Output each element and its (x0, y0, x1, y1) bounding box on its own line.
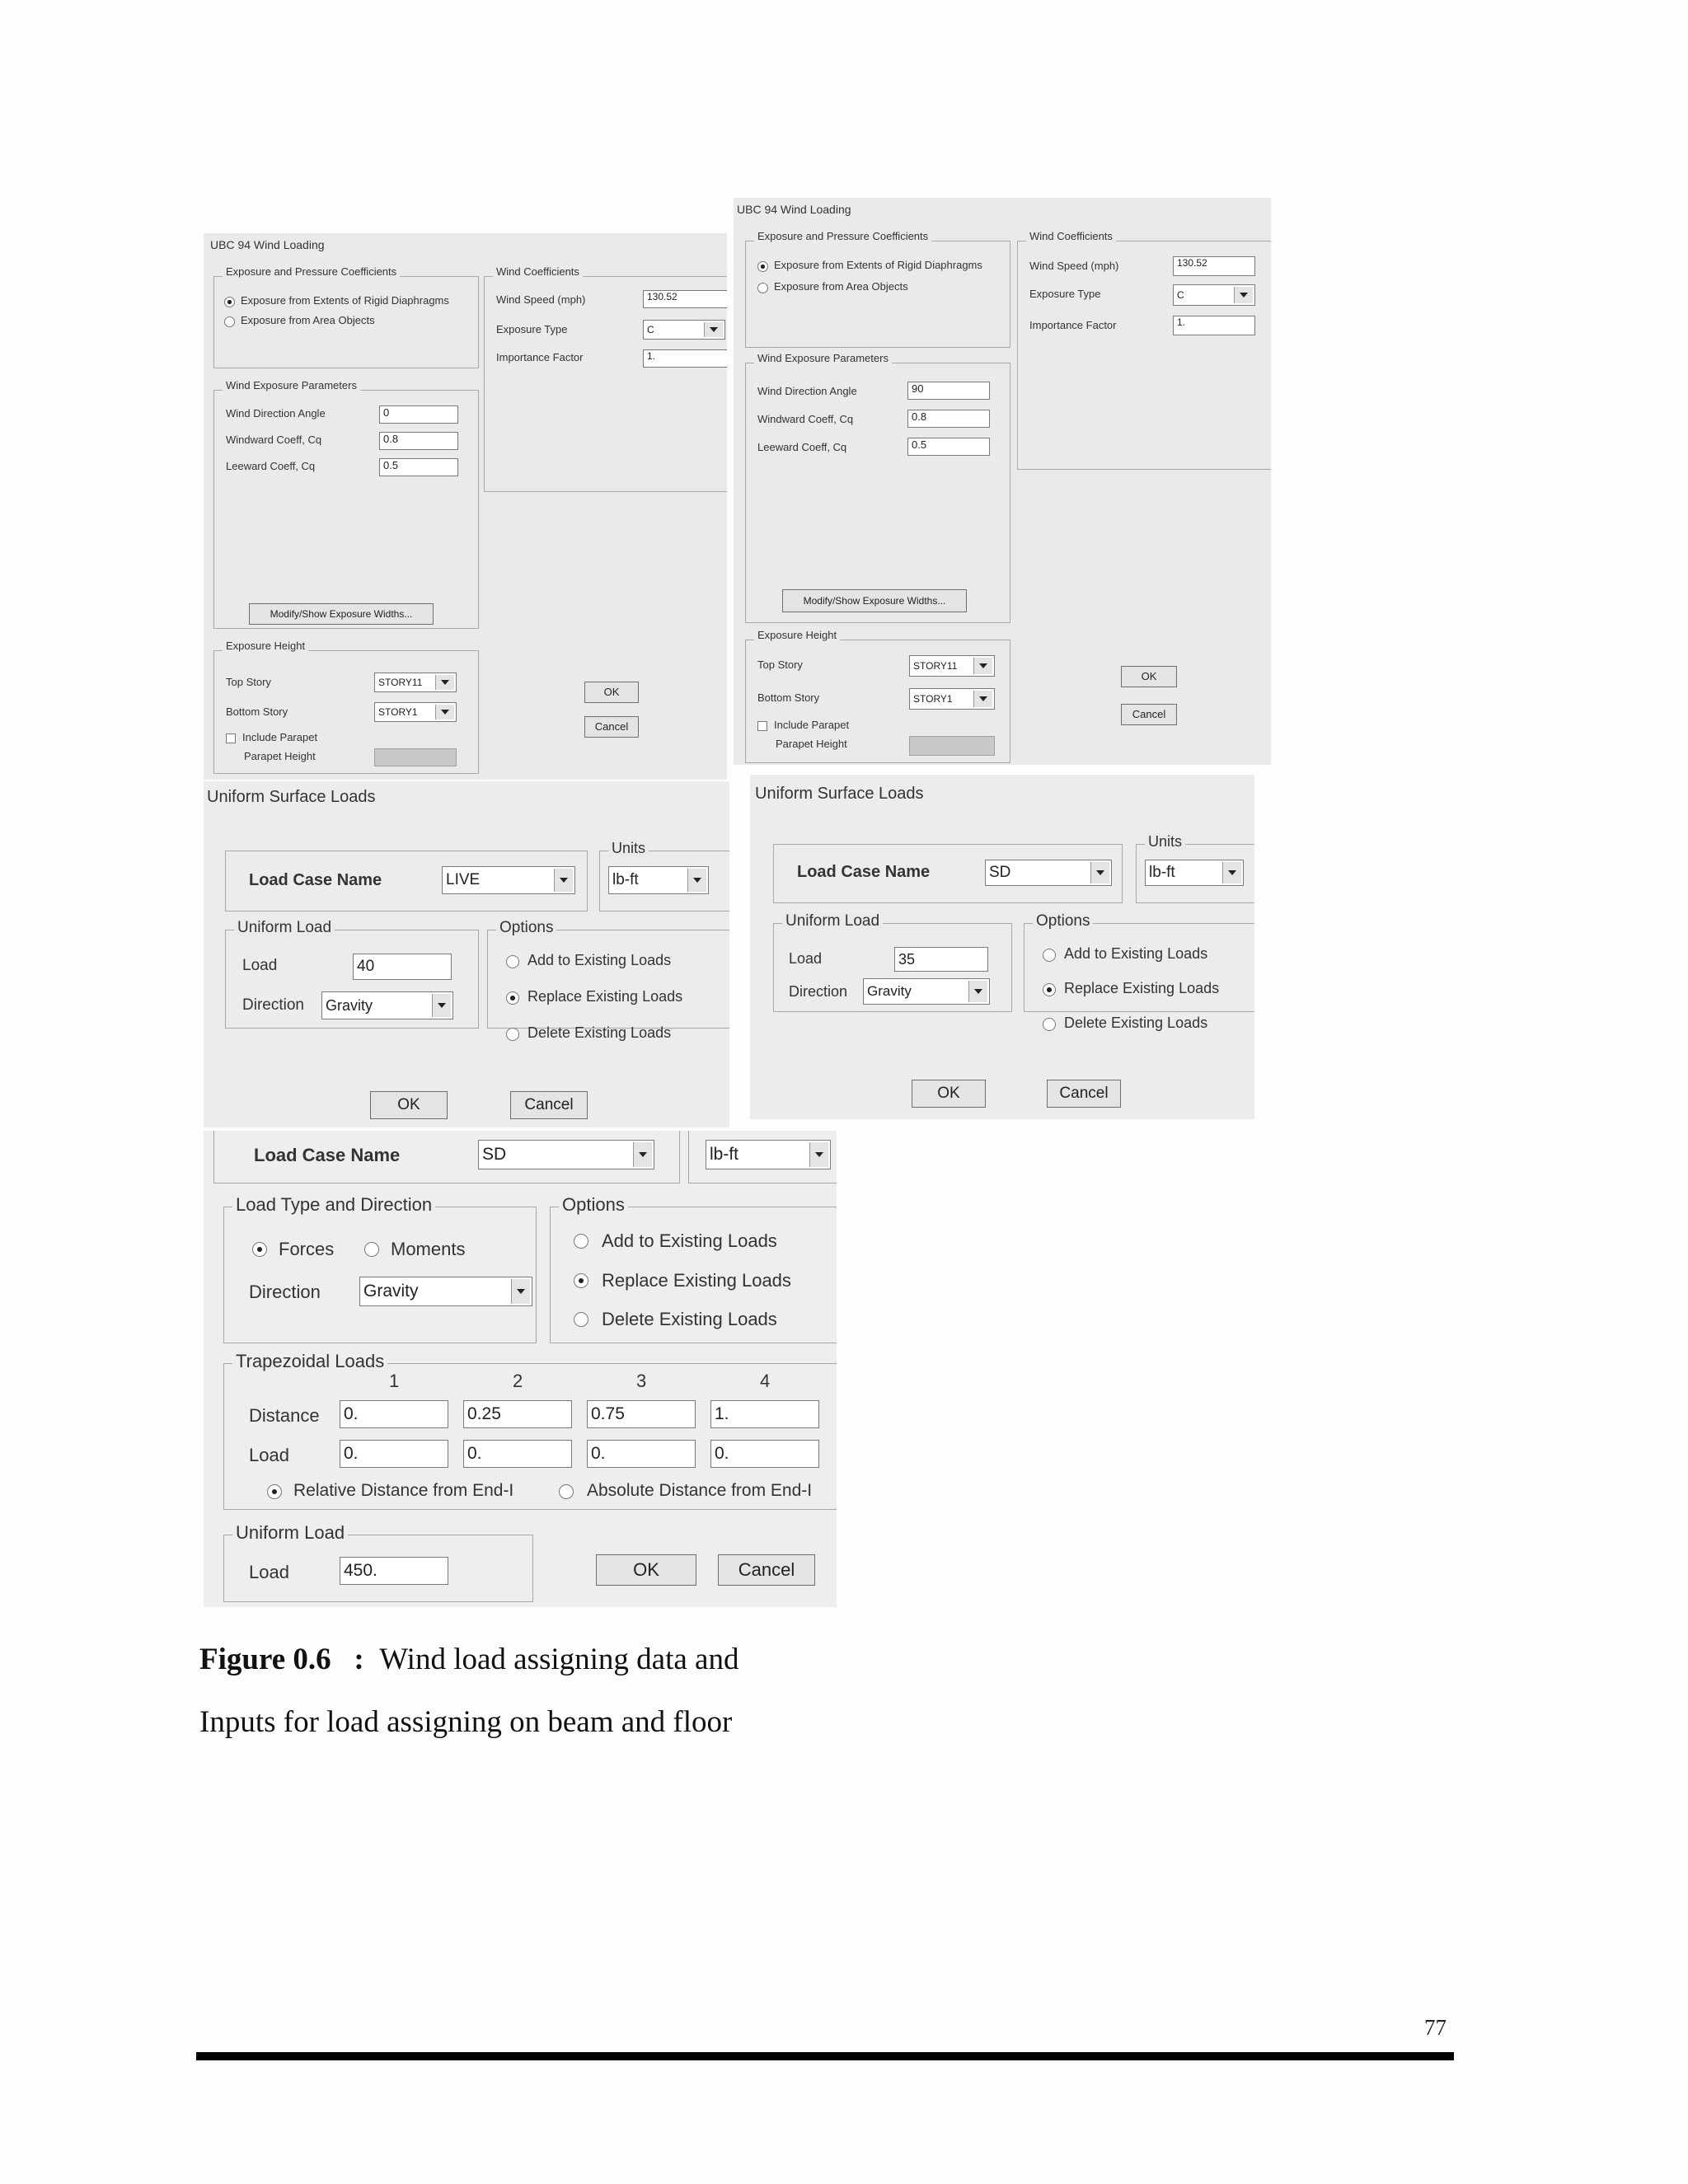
column-header-3: 3 (636, 1371, 647, 1391)
uniform-load-group: Uniform Load Load 40 Direction Gravity (225, 930, 479, 1029)
units-group: Units lb-ft (599, 851, 729, 912)
wind-exposure-params-group: Wind Exposure Parameters Wind Direction Angle 0 Windward Coeff, Cq 0.8 Leeward Coeff, Cq 0.5 Modify/Show Exposure Widths... (213, 390, 479, 629)
cancel-button[interactable]: Cancel (718, 1554, 815, 1586)
load-case-select[interactable]: SD (985, 860, 1112, 886)
load-field-3[interactable]: 0. (587, 1440, 696, 1468)
add-to-existing-radio[interactable] (506, 955, 519, 968)
wind-exposure-params-group: Wind Exposure Parameters Wind Direction Angle 90 Windward Coeff, Cq 0.8 Leeward Coeff, Cq 0.5 Modify/Show Exposure Widths... (745, 363, 1010, 623)
load-field-4[interactable]: 0. (710, 1440, 819, 1468)
exposure-group: Exposure and Pressure Coefficients Exposure from Extents of Rigid Diaphragms Exposure from Area Objects (745, 241, 1010, 348)
load-case-group: Load Case Name SD (773, 844, 1123, 903)
ok-button[interactable]: OK (370, 1091, 448, 1119)
load-case-group: Load Case Name LIVE (225, 851, 588, 912)
chevron-down-icon (968, 981, 987, 1002)
windward-coeff-field[interactable]: 0.8 (907, 410, 990, 428)
dialog-title: Uniform Surface Loads (755, 785, 924, 803)
load-field-1[interactable]: 0. (340, 1440, 448, 1468)
relative-distance-radio[interactable] (267, 1484, 282, 1499)
wind-coefficients-group: Wind Coefficients Wind Speed (mph) 130.52 Exposure Type C Importance Factor 1. (1017, 241, 1271, 470)
exposure-group: Exposure and Pressure Coefficients Exposure from Extents of Rigid Diaphragms Exposure from Area Objects (213, 276, 479, 368)
chevron-down-icon (687, 869, 706, 892)
add-to-existing-radio[interactable] (1043, 949, 1056, 962)
chevron-down-icon (1090, 862, 1109, 883)
modify-exposure-widths-button[interactable]: Modify/Show Exposure Widths... (782, 589, 967, 612)
delete-existing-radio[interactable] (574, 1312, 588, 1327)
direction-angle-field[interactable]: 90 (907, 382, 990, 400)
chevron-down-icon (1234, 287, 1253, 303)
exposure-type-select[interactable]: C (643, 320, 725, 340)
distance-field-4[interactable]: 1. (710, 1400, 819, 1428)
forces-radio[interactable] (252, 1242, 267, 1257)
cancel-button[interactable]: Cancel (510, 1091, 588, 1119)
uniform-surface-loads-dialog-left (204, 781, 729, 1127)
cancel-button[interactable]: Cancel (1121, 704, 1177, 725)
parapet-height-field (374, 748, 457, 766)
ok-button[interactable]: OK (584, 682, 639, 703)
figure-label: Figure 0.6 (199, 1643, 331, 1676)
wind-speed-field[interactable]: 130.52 (643, 290, 727, 308)
direction-angle-field[interactable]: 0 (379, 405, 458, 424)
units-group: Units lb-ft (1136, 844, 1254, 903)
load-case-group: Load Case Name SD (213, 1131, 680, 1183)
frame-distributed-loads-dialog (204, 1131, 837, 1607)
add-to-existing-radio[interactable] (574, 1234, 588, 1249)
delete-existing-radio[interactable] (506, 1028, 519, 1041)
chevron-down-icon (435, 675, 454, 690)
dialog-title: Uniform Surface Loads (207, 788, 376, 806)
exposure-area-radio[interactable] (224, 316, 235, 327)
ok-button[interactable]: OK (596, 1554, 696, 1586)
uniform-load-group: Uniform Load Load 35 Direction Gravity (773, 923, 1012, 1012)
chevron-down-icon (704, 322, 723, 337)
column-header-1: 1 (389, 1371, 400, 1391)
load-case-select[interactable]: SD (478, 1140, 654, 1169)
distance-field-2[interactable]: 0.25 (463, 1400, 572, 1428)
dialog-title: UBC 94 Wind Loading (737, 203, 851, 216)
column-header-2: 2 (513, 1371, 523, 1391)
caption-text-1: Wind load assigning data and (379, 1643, 739, 1676)
figure-colon: : (354, 1643, 364, 1676)
chevron-down-icon (435, 705, 454, 719)
chevron-down-icon (809, 1142, 828, 1167)
figure-caption-line-2: Inputs for load assigning on beam and floor (199, 1705, 733, 1739)
units-select[interactable]: lb-ft (608, 866, 709, 894)
chevron-down-icon (1222, 862, 1241, 883)
windward-coeff-field[interactable]: 0.8 (379, 432, 458, 450)
absolute-distance-radio[interactable] (559, 1484, 574, 1499)
chevron-down-icon (973, 691, 992, 707)
footer-rule (196, 2052, 1454, 2060)
ok-button[interactable]: OK (1121, 666, 1177, 687)
ok-button[interactable]: OK (912, 1080, 986, 1108)
direction-select[interactable]: Gravity (321, 991, 453, 1019)
chevron-down-icon (432, 994, 451, 1017)
uniform-load-field[interactable]: 450. (340, 1557, 448, 1585)
load-input[interactable]: 35 (894, 947, 988, 972)
load-type-direction-group: Load Type and Direction Forces Moments Direction Gravity (223, 1207, 537, 1343)
include-parapet-checkbox[interactable] (226, 733, 236, 743)
modify-exposure-widths-button[interactable]: Modify/Show Exposure Widths... (249, 603, 434, 625)
exposure-height-group: Exposure Height Top Story STORY11 Bottom Story STORY1 Include Parapet Parapet Height (213, 650, 479, 774)
uniform-load-group: Uniform Load Load 450. (223, 1535, 533, 1602)
units-group (688, 1131, 837, 1183)
column-header-4: 4 (760, 1371, 771, 1391)
load-field-2[interactable]: 0. (463, 1440, 572, 1468)
options-group: Options Add to Existing Loads Replace Existing Loads Delete Existing Loads (1024, 923, 1254, 1012)
exposure-type-select[interactable]: C (1173, 284, 1255, 306)
load-input[interactable]: 40 (353, 954, 452, 980)
replace-existing-radio[interactable] (1043, 983, 1056, 996)
chevron-down-icon (973, 658, 992, 674)
dialog-title: UBC 94 Wind Loading (210, 238, 325, 251)
figure-caption-line-1 (199, 1642, 738, 1677)
leeward-coeff-field[interactable]: 0.5 (379, 458, 458, 476)
wind-speed-field[interactable]: 130.52 (1173, 256, 1255, 276)
direction-select[interactable]: Gravity (863, 978, 990, 1005)
cancel-button[interactable]: Cancel (1047, 1080, 1121, 1108)
wind-coefficients-group: Wind Coefficients Wind Speed (mph) 130.52 Exposure Type C Importance Factor 1. (484, 276, 727, 492)
chevron-down-icon (554, 869, 573, 892)
delete-existing-radio[interactable] (1043, 1018, 1056, 1031)
cancel-button[interactable]: Cancel (584, 716, 639, 738)
leeward-coeff-field[interactable]: 0.5 (907, 438, 990, 456)
chevron-down-icon (511, 1279, 530, 1304)
units-select[interactable]: lb-ft (1145, 860, 1244, 886)
units-select[interactable]: lb-ft (706, 1140, 831, 1169)
parapet-height-field (909, 736, 995, 756)
wind-loading-dialog-left (204, 233, 727, 780)
exposure-area-radio[interactable] (757, 283, 768, 293)
options-group: Options Add to Existing Loads Replace Existing Loads Delete Existing Loads (487, 930, 729, 1029)
chevron-down-icon (633, 1142, 652, 1167)
wind-loading-dialog-right (734, 198, 1271, 765)
uniform-surface-loads-dialog-right (750, 775, 1254, 1119)
trapezoidal-loads-group: Trapezoidal Loads 1 2 3 4 Distance 0. 0.25 0.75 1. Load 0. 0. 0. 0. Relative Distance from End-I Absolute Distance from End-I (223, 1363, 837, 1510)
exposure-rigid-radio[interactable] (224, 297, 235, 307)
bottom-story-select[interactable]: STORY1 (374, 702, 457, 722)
importance-factor-field[interactable]: 1. (1173, 316, 1255, 335)
exposure-height-group: Exposure Height Top Story STORY11 Bottom Story STORY1 Include Parapet Parapet Height (745, 640, 1010, 763)
direction-select[interactable]: Gravity (359, 1277, 532, 1306)
page-number: 77 (1424, 2015, 1447, 2040)
top-story-select[interactable]: STORY11 (374, 673, 457, 692)
distance-field-1[interactable]: 0. (340, 1400, 448, 1428)
distance-field-3[interactable]: 0.75 (587, 1400, 696, 1428)
moments-radio[interactable] (364, 1242, 379, 1257)
top-story-select[interactable]: STORY11 (909, 655, 995, 677)
replace-existing-radio[interactable] (506, 991, 519, 1005)
importance-factor-field[interactable]: 1. (643, 349, 727, 368)
include-parapet-checkbox[interactable] (757, 721, 767, 731)
options-group: Options Add to Existing Loads Replace Existing Loads Delete Existing Loads (550, 1207, 837, 1343)
exposure-rigid-radio[interactable] (757, 261, 768, 272)
replace-existing-radio[interactable] (574, 1273, 588, 1288)
load-case-select[interactable]: LIVE (442, 866, 575, 894)
bottom-story-select[interactable]: STORY1 (909, 688, 995, 710)
